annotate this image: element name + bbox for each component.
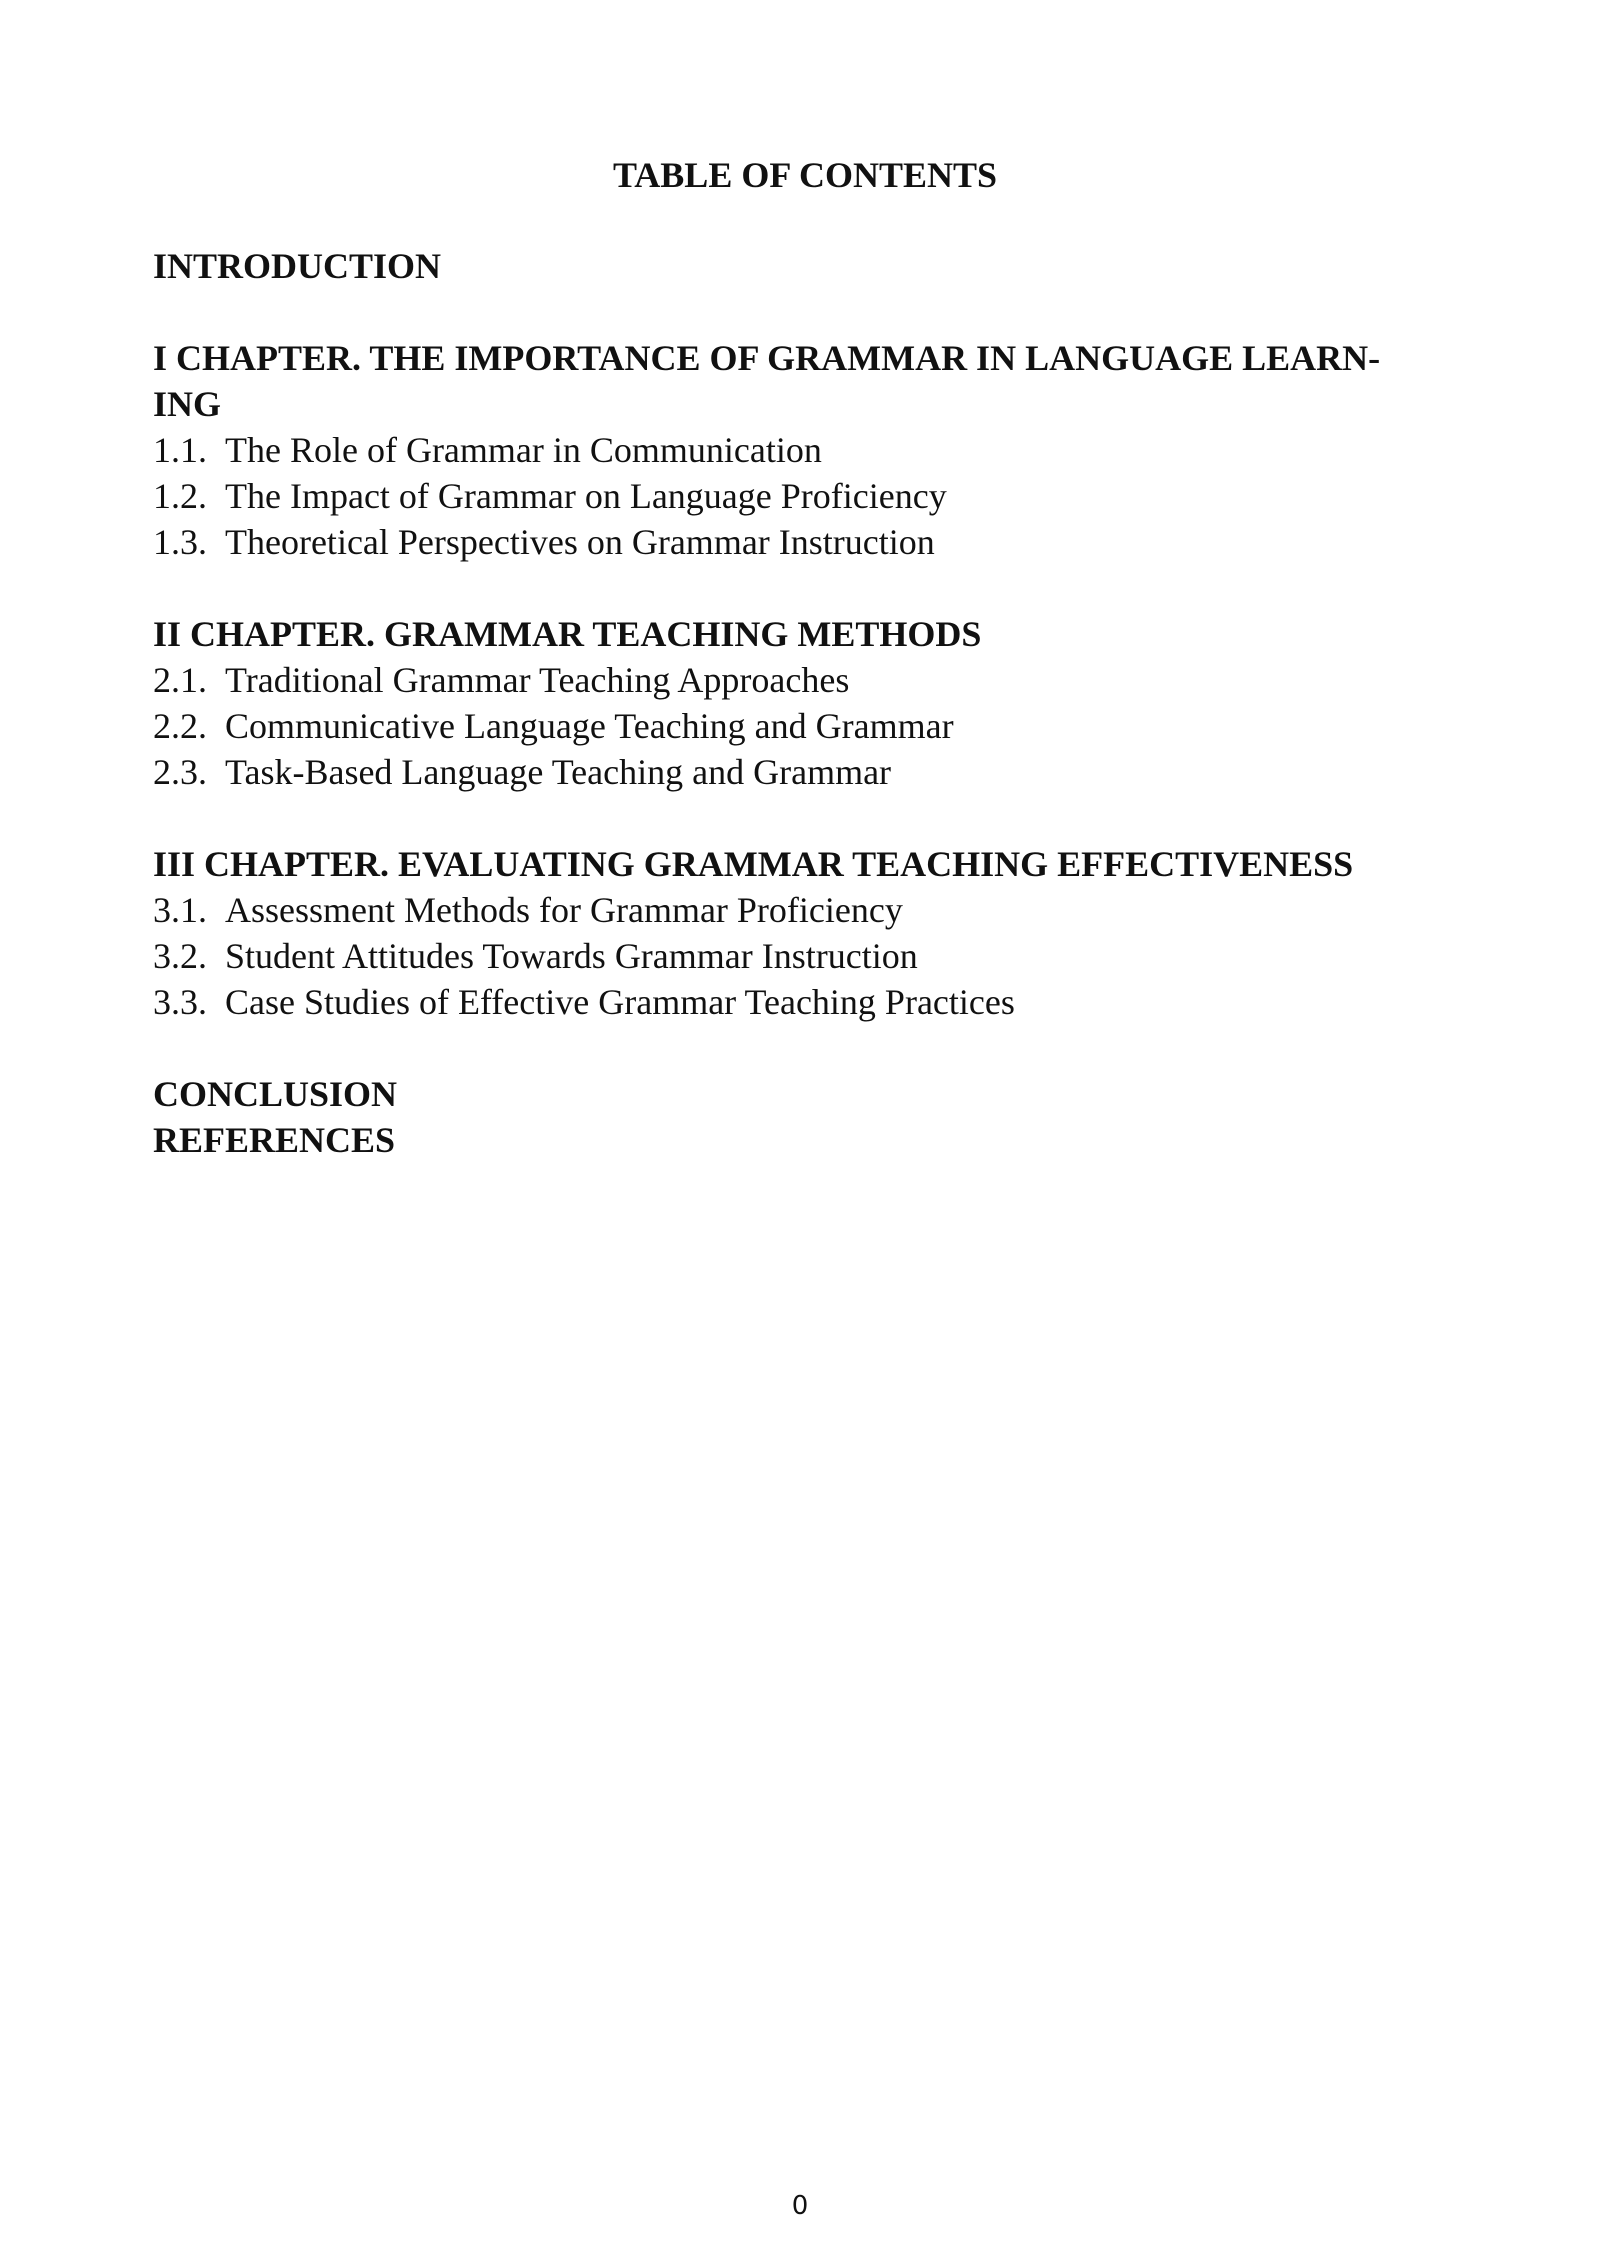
section-number: 1.3. [153, 522, 207, 562]
spacer [153, 289, 1463, 335]
toc-section-2-2[interactable] [153, 703, 1463, 749]
chapter-3-heading[interactable]: III CHAPTER. EVALUATING GRAMMAR TEACHING EFFECTIVENESS [153, 844, 1354, 884]
section-title: Task-Based Language Teaching and Grammar [225, 752, 892, 792]
toc-section-1-1[interactable] [153, 427, 1463, 473]
toc-section-2-1[interactable] [153, 657, 1463, 703]
chapter-1-heading-line1[interactable]: I CHAPTER. THE IMPORTANCE OF GRAMMAR IN LANGUAGE LEARN- [153, 338, 1381, 378]
toc-section-1-3[interactable] [153, 519, 1463, 565]
toc-section-2-3[interactable] [153, 749, 1463, 795]
section-number: 2.2. [153, 706, 207, 746]
section-number: 3.3. [153, 982, 207, 1022]
toc-conclusion[interactable]: CONCLUSION [153, 1074, 398, 1114]
toc-introduction[interactable]: INTRODUCTION [153, 246, 442, 286]
page-title-text: TABLE OF CONTENTS [612, 155, 998, 195]
section-title: Case Studies of Effective Grammar Teaching Practices [225, 982, 1015, 1022]
chapter-2-heading[interactable]: II CHAPTER. GRAMMAR TEACHING METHODS [153, 614, 982, 654]
spacer [153, 1025, 1463, 1071]
toc-section-1-2[interactable] [153, 473, 1463, 519]
section-title: The Role of Grammar in Communication [225, 430, 822, 470]
page-number: 0 [791, 2191, 809, 2221]
section-number: 1.2. [153, 476, 207, 516]
section-title: The Impact of Grammar on Language Proficiency [225, 476, 947, 516]
toc-section-3-2[interactable] [153, 933, 1463, 979]
section-title: Communicative Language Teaching and Grammar [225, 706, 954, 746]
section-number: 1.1. [153, 430, 207, 470]
toc-section-3-3[interactable] [153, 979, 1463, 1025]
toc-list [153, 243, 1463, 1163]
section-number: 2.3. [153, 752, 207, 792]
section-number: 2.1. [153, 660, 207, 700]
page-title [0, 152, 1600, 198]
spacer [153, 565, 1463, 611]
section-title: Theoretical Perspectives on Grammar Instruction [225, 522, 935, 562]
section-number: 3.1. [153, 890, 207, 930]
spacer [153, 795, 1463, 841]
section-title: Traditional Grammar Teaching Approaches [225, 660, 850, 700]
section-title: Student Attitudes Towards Grammar Instruction [225, 936, 918, 976]
section-title: Assessment Methods for Grammar Proficiency [225, 890, 903, 930]
chapter-1-heading-line2[interactable]: ING [153, 384, 222, 424]
section-number: 3.2. [153, 936, 207, 976]
toc-section-3-1[interactable] [153, 887, 1463, 933]
toc-references[interactable]: REFERENCES [153, 1120, 396, 1160]
